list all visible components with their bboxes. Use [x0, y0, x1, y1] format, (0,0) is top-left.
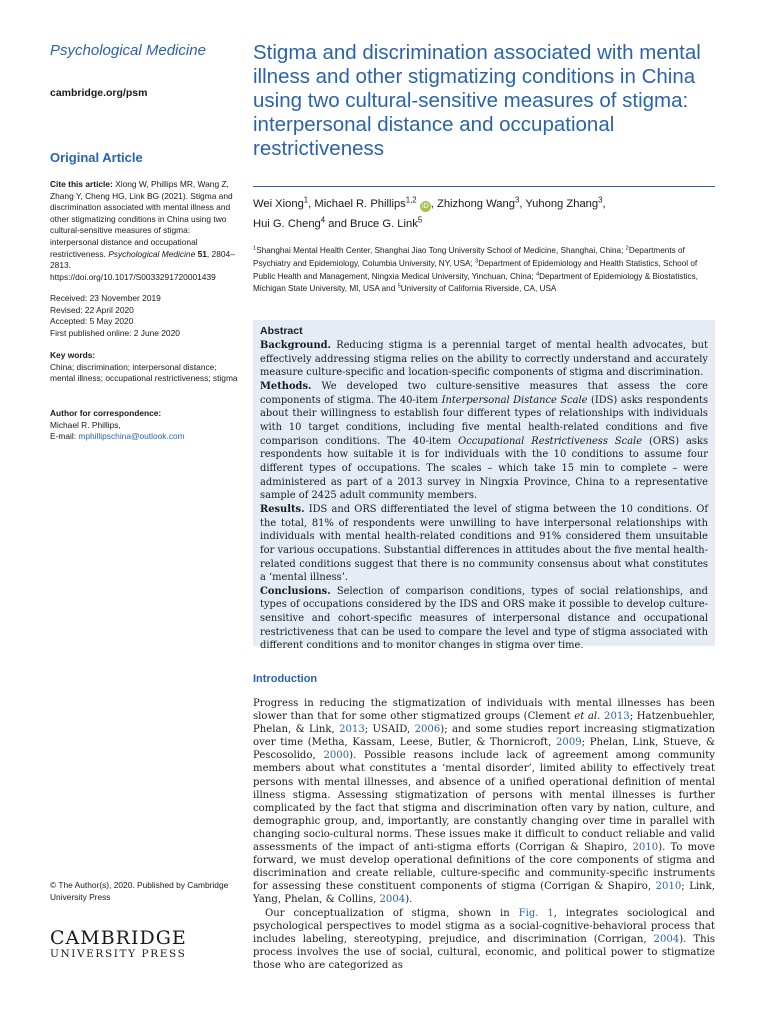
intro-paragraph-2: Our conceptualization of stigma, shown in Fig. 1, integrates sociological and psychological perspectives to model stigma as a social-cognitive-behavioral process that includes labeling, stereotyping, prejudice, and discrimination (Corrigan, 2004). This process involves the use of social, cultural, economic, and political power to stigmatize those who are categorized as — [253, 907, 715, 971]
affiliation-2: Departments of Psychiatry and Epidemiology, Columbia University, NY, USA; — [253, 246, 685, 268]
ref-link[interactable]: 2006 — [414, 724, 441, 736]
introduction-heading: Introduction — [253, 673, 318, 685]
citation-doi[interactable]: , 2804–2813. https://doi.org/10.1017/S0033291720001439 — [50, 248, 235, 282]
affiliation-5: University of California Riverside, CA, USA — [400, 284, 557, 294]
keywords-label: Key words: — [50, 350, 96, 360]
journal-site[interactable]: cambridge.org/psm — [50, 87, 148, 99]
logo-line-1: CAMBRIDGE — [50, 927, 187, 949]
citation-block — [50, 179, 238, 283]
article-title: Stigma and discrimination associated with mental illness and other stigmatizing conditions in China using two cultural-sensitive measures of stigma: interpersonal distance and occupational restrictiveness — [253, 41, 701, 160]
ref-link[interactable]: 2004 — [653, 933, 680, 945]
affiliation-4: Department of Epidemiology & Biostatistics, Michigan State University, MI, USA and — [253, 271, 698, 294]
abstract-background: Background. Reducing stigma is a perennial target of mental health advocates, but effectively addressing stigma relies on the ability to correctly understand and accurately measure culture-specific and location-specific components of stigma and discrimination. — [260, 340, 709, 379]
author-name[interactable]: Michael R. Phillips — [314, 198, 406, 210]
logo-line-2: UNIVERSITY PRESS — [50, 948, 187, 960]
cambridge-university-press-logo — [50, 928, 238, 960]
keywords-text: China; discrimination; interpersonal distance; mental illness; occupational restrictiveness; stigma — [50, 361, 238, 384]
correspondence-label: Author for correspondence: — [50, 408, 162, 418]
ref-link[interactable]: 2000 — [323, 750, 350, 762]
citation-label: Cite this article: — [50, 179, 113, 189]
date-received: Received: 23 November 2019 — [50, 293, 161, 303]
abstract-results: Results. IDS and ORS differentiated the level of stigma between the 10 conditions. Of the total, 81% of respondents were unwilling to have interpersonal relationships with individuals with mental health-related conditions and 91% considered them unsuitable for various occupations. Substantial differences in attitudes about the five mental health-related conditions suggest that there is no community consensus about what constitutes a ‘mental illness’. — [260, 503, 708, 584]
abstract-body — [260, 339, 708, 653]
abstract-methods: Methods. We developed two culture-sensitive measures that assess the core components of stigma. The 40-item Interpersonal Distance Scale (IDS) asks respondents about their willingness to establish four different types of relationships with individuals with 10 target conditions, including five mental health-related conditions and five comparison conditions. The 40-item Occupational Restrictiveness Scale (ORS) asks respondents how suitable it is for individuals with the 10 conditions to assume four different types of occupations. The scales – which take 15 min to complete – were administered as part of a 2013 survey in Ningxia Province, China to a representative sample of 2425 adult community members. — [260, 380, 709, 502]
correspondence-email-link[interactable]: mphillipschina@outlook.com — [78, 431, 185, 442]
author-name[interactable]: Yuhong Zhang — [525, 198, 599, 210]
correspondence-block — [50, 408, 238, 443]
citation-volume: 51 — [197, 248, 207, 259]
citation-text: Xiong W, Phillips MR, Wang Z, Zhang Y, Cheng HG, Link BG (2021). Stigma and discrimination associated with mental illness and other stigmatizing conditions in China using two cultural-sensitive measures of stigma: interpersonal distance and occupational restrictiveness. — [50, 179, 233, 259]
orcid-icon[interactable]: iD — [420, 201, 431, 212]
abstract-conclusions: Conclusions. Selection of comparison conditions, types of social relationships, and types of occupations considered by the IDS and ORS make it possible to develop culture-sensitive and cohort-specific measures of interpersonal distance and occupational restrictiveness that can be used to compare the level and type of stigma associated with different conditions and to monitor changes in stigma over time. — [260, 585, 708, 652]
affiliation-3: Department of Epidemiology and Health Statistics, School of Public Health and Management, Ningxia Medical University, Yinchuan, China; — [253, 258, 698, 281]
copyright-notice: © The Author(s), 2020. Published by Cambridge University Press — [50, 880, 229, 902]
author-list: Wei Xiong$^1$, Michael R. Phillips$^{1,2}$ iD , Zhizhong Wang$^3$, Yuhong Zhang$^3$, Hui G. Cheng$^4$ and Bruce G. Link$^5$ — [253, 195, 606, 230]
intro-paragraph-1: Progress in reducing the stigmatization of individuals with mental illnesses has been slower than that for some other stigmatized groups (Clement et al. 2013; Hatzenbuehler, Phelan, & Link, 2013; USAID, 2006); and some studies report increasing stigmatization over time (Metha, Kassam, Leese, Butler, & Thornicroft, 2009; Phelan, Link, Stueve, & Pescosolido, 2000). Possible reasons include lack of agreement among community members about what constitutes a ‘mental disorder’, limited ability to effectively treat persons with mental illnesses, and absence of a unified operational definition of mental illness stigma. Assessing stigmatization of persons with mental illnesses is further complicated by the fact that stigma and discrimination often vary by nation, culture, and demographic group, and, importantly, are constantly changing over time in parallel with changing socio-cultural norms. These issues make it difficult to conduct reliable and valid assessments of the impact of anti-stigma efforts (Corrigan & Shapiro, 2010). To move forward, we must develop operational definitions of the core components of stigma and discrimination and create reliable, culture-specific and community-specific instruments for assessing these constituent components of stigma (Corrigan & Shapiro, 2010; Link, Yang, Phelan, & Collins, 2004). — [253, 698, 716, 906]
author-name[interactable]: Wei Xiong — [253, 198, 304, 210]
date-accepted: Accepted: 5 May 2020 — [50, 316, 134, 327]
ref-link[interactable]: 2010 — [655, 881, 682, 893]
title-divider — [253, 186, 715, 187]
author-name[interactable]: Zhizhong Wang — [437, 198, 515, 210]
ref-link[interactable]: 2009 — [555, 737, 582, 749]
ref-link[interactable]: 2004 — [379, 894, 406, 906]
affiliation-1: Shanghai Mental Health Center, Shanghai Jiao Tong University School of Medicine, Shanghai, China; — [256, 246, 624, 255]
ref-link[interactable]: 2013 — [339, 724, 365, 736]
abstract-heading: Abstract — [260, 325, 303, 337]
keywords-block — [50, 350, 238, 385]
ref-link[interactable]: 2013 — [604, 711, 630, 723]
abstract-box — [253, 320, 715, 652]
email-label: E-mail: — [50, 431, 79, 442]
article-type: Original Article — [50, 150, 143, 165]
article-dates — [50, 293, 238, 339]
correspondence-name: Michael R. Phillips, — [50, 419, 121, 430]
author-name[interactable]: Bruce G. Link — [350, 218, 418, 230]
ref-link[interactable]: 2010 — [632, 842, 659, 854]
author-name[interactable]: Hui G. Cheng — [253, 218, 321, 230]
figure-link[interactable]: Fig. 1 — [518, 907, 554, 919]
introduction-body — [253, 697, 715, 972]
affiliations: $^1$Shanghai Mental Health Center, Shanghai Jiao Tong University School of Medicine, Shanghai, China; $^2$Departments of Psychiatry and Epidemiology, Columbia University, NY, USA; $^3$Department of Epidemiology and Health Statistics, School of Public Health and Management, Ningxia Medical University, Yinchuan, China; $^4$Department of Epidemiology & Biostatistics, Michigan State University, MI, USA and $^5$University of California Riverside, CA, USA — [253, 245, 698, 294]
date-revised: Revised: 22 April 2020 — [50, 304, 134, 315]
date-published: First published online: 2 June 2020 — [50, 327, 180, 338]
journal-name: Psychological Medicine — [50, 42, 206, 59]
citation-journal: Psychological Medicine — [108, 248, 196, 259]
